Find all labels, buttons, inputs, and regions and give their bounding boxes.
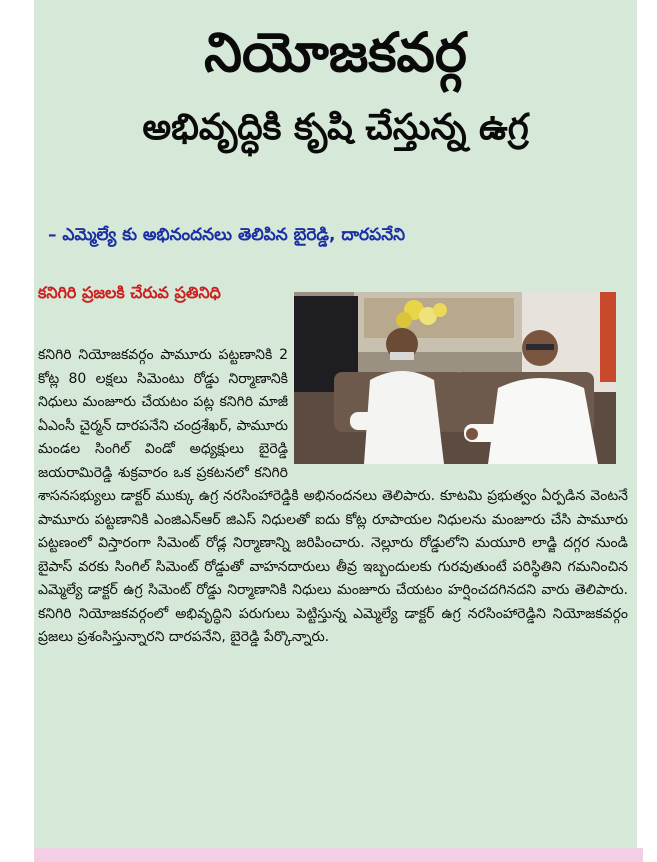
bottom-color-strip <box>34 848 643 862</box>
article-box <box>34 0 637 848</box>
headline-line-2: అభివృద్ధికి కృషి చేస్తున్న ఉగ్ర <box>142 107 529 148</box>
headline-line-1: నియోజకవర్గ <box>204 21 467 84</box>
byline: కనిగిరి ప్రజలకి చేరువ ప్రతినిధి <box>38 283 221 302</box>
article-body-text: కనిగిరి నియోజకవర్గం పామూరు పట్టణానికి 2 కోట్ల 80 లక్షలు సిమెంటు రోడ్డు నిర్మాణానికి నిధులు మంజూరు చేయటం పట్ల కనిగిరి మాజీ ఏఎంసీ చైర్మన్ దారపనేని చంద్రశేఖర్, పామూరు మండల సింగిల్ విండో అధ్యక్షులు బైరెడ్డి జయరామిరెడ్డి శుక్రవారం ఒక ప్రకటనలో కనిగిరి శాసనసభ్యులు డాక్టర్ ముక్కు ఉగ్ర నరసింహారెడ్డికి అభినందనలు తెలిపారు. కూటమి ప్రభుత్వం ఏర్పడిన వెంటనే పామూరు పట్టణానికి ఎంజిఎన్ఆర్ జిఎస్ నిధులతో ఐదు కోట్ల రూపాయల నిధులను మంజూరు చేసి పామూరు పట్టణంలో విస్తారంగా సిమెంట్ రోడ్ల నిర్మాణాన్ని జరిపించారు. నెల్లూరు రోడ్డులోని మయూరి లాడ్జి దగ్గర నుండి బైపాస్ వరకు సింగిల్ సిమెంట్ రోడ్డుతో వాహనదారులు తీవ్ర ఇబ్బందులకు గురవుతుంటే పరిస్థితిని గమనించిన ఎమ్మెల్యే డాక్టర్ ఉగ్ర సిమెంట్ రోడ్డు నిర్మాణానికి నిధులు మంజూరు చేయటం హర్షించదగినదని వారు తెలిపారు. కనిగిరి నియోజకవర్గంలో అభివృద్ధిని పరుగులు పెట్టిస్తున్న ఎమ్మెల్యే డాక్టర్ ఉగ్ర నరసింహారెడ్డిని నియోజకవర్గం ప్రజలు ప్రశంసిస్తున్నారని దారపనేని, బైరెడ్డి పేర్కొన్నారు. <box>38 347 628 645</box>
photo-text-wrap-spacer <box>288 344 628 472</box>
subheadline: – ఎమ్మెల్యే కు అభినందనలు తెలిపిన బైరెడ్డి, దారపనేని <box>48 225 406 245</box>
article-body <box>38 344 628 650</box>
